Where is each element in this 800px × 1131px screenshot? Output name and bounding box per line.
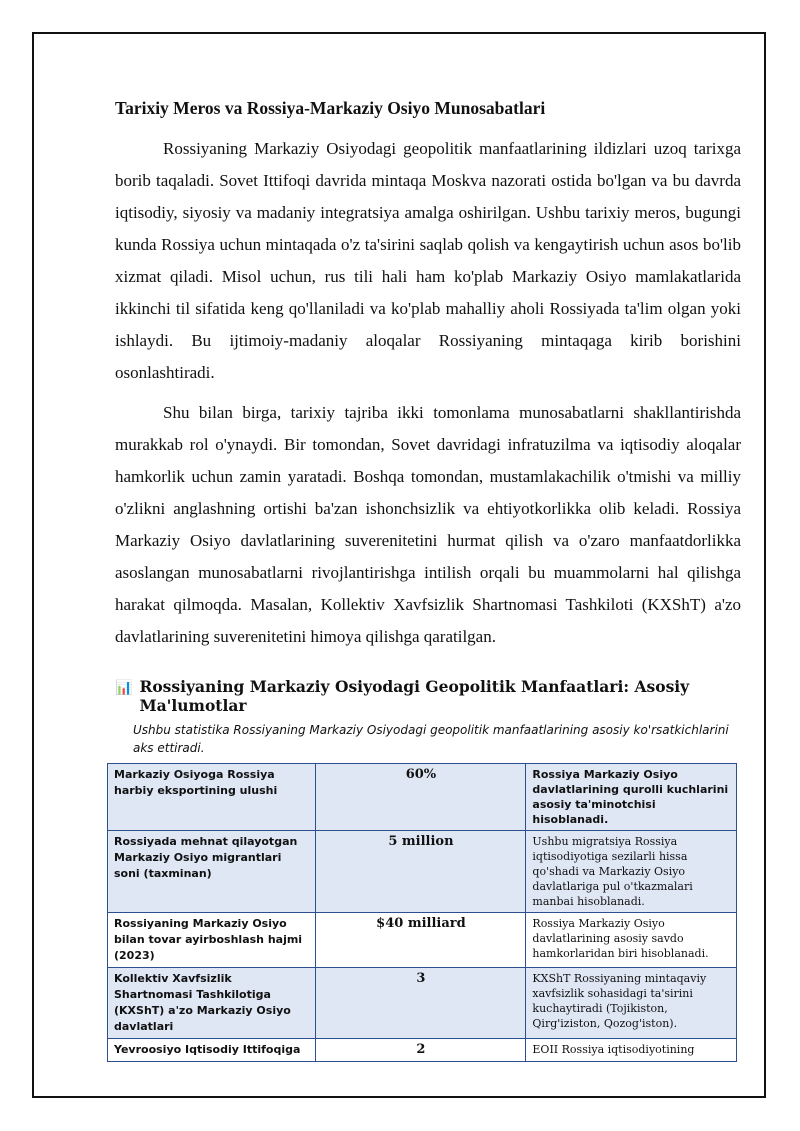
stat-description: Rossiya Markaziy Osiyo davlatlarining qurolli kuchlarini asosiy ta'minotchisi hisoblanadi.	[526, 764, 737, 831]
stats-title: Rossiyaning Markaziy Osiyodagi Geopolitik Manfaatlari: Asosiy Ma'lumotlar	[139, 677, 690, 715]
stat-value: 3	[316, 968, 526, 1039]
stat-label: Rossiyada mehnat qilayotgan Markaziy Osiyo migrantlari soni (taxminan)	[108, 831, 316, 913]
stat-description: Ushbu migratsiya Rossiya iqtisodiyotiga sezilarli hissa qo'shadi va Markaziy Osiyo davlatlariga pul o'tkazmalari manbai hisoblanadi.	[526, 831, 737, 913]
bar-chart-icon: 📊	[115, 680, 133, 696]
stat-description: KXShT Rossiyaning mintaqaviy xavfsizlik sohasidagi ta'sirini kuchaytiradi (Tojikiston, Qirg'iziston, Qozog'iston).	[526, 968, 737, 1039]
stat-description: Rossiya Markaziy Osiyo davlatlarining asosiy savdo hamkorlaridan biri hisoblanadi.	[526, 913, 737, 968]
paragraph-2: Shu bilan birga, tarixiy tajriba ikki tomonlama munosabatlarni shakllantirishda murakkab rol o'ynaydi. Bir tomondan, Sovet davridagi infratuzilma va iqtisodiy aloqalar hamkorlik uchun zamin yaratadi. Boshqa tomondan, mustamlakachilik o'tmishi va milliy o'zlikni anglashning ortishi ba'zan ishonchsizlik va ehtiyotkorlikka olib keladi. Rossiya Markaziy Osiyo davlatlarining suverenitetini hurmat qilish va o'zaro manfaatdorlikka asoslangan munosabatlarni rivojlantirishga intilish orqali bu muammolarni hal qilishga harakat qilmoqda. Masalan, Kollektiv Xavfsizlik Shartnomasi Tashkiloti (KXShT) a'zo davlatlarining suverenitetini himoya qilishga qaratilgan.	[115, 403, 741, 646]
stat-description: EOII Rossiya iqtisodiyotining	[526, 1039, 737, 1062]
stat-value: $40 milliard	[316, 913, 526, 968]
stat-value: 2	[316, 1039, 526, 1062]
stat-label: Yevroosiyo Iqtisodiy Ittifoqiga	[108, 1039, 316, 1062]
table-row	[108, 968, 737, 1039]
section-title: Tarixiy Meros va Rossiya-Markaziy Osiyo Munosabatlari	[115, 98, 546, 118]
table-row	[108, 1039, 737, 1062]
stat-label: Rossiyaning Markaziy Osiyo bilan tovar ayirboshlash hajmi (2023)	[108, 913, 316, 968]
stats-table	[107, 763, 737, 1062]
stats-subtitle: Ushbu statistika Rossiyaning Markaziy Osiyodagi geopolitik manfaatlarining asosiy ko'rsatkichlarini aks ettiradi.	[133, 723, 729, 755]
stat-value: 5 million	[316, 831, 526, 913]
stat-label: Markaziy Osiyoga Rossiya harbiy eksportining ulushi	[108, 764, 316, 831]
document-body	[115, 98, 741, 1062]
table-row	[108, 764, 737, 831]
stat-value: 60%	[316, 764, 526, 831]
table-row	[108, 913, 737, 968]
stats-heading	[115, 677, 741, 715]
table-row	[108, 831, 737, 913]
stat-label: Kollektiv Xavfsizlik Shartnomasi Tashkilotiga (KXShT) a'zo Markaziy Osiyo davlatlari	[108, 968, 316, 1039]
paragraph-1: Rossiyaning Markaziy Osiyodagi geopolitik manfaatlarining ildizlari uzoq tarixga borib taqaladi. Sovet Ittifoqi davrida mintaqa Moskva nazorati ostida bo'lgan va bu davrda iqtisodiy, siyosiy va madaniy integratsiya amalga oshirilgan. Ushbu tarixiy meros, bugungi kunda Rossiya uchun mintaqada o'z ta'sirini saqlab qolish va kengaytirish uchun asos bo'lib xizmat qiladi. Misol uchun, rus tili hali ham ko'plab Markaziy Osiyo mamlakatlarida ikkinchi til sifatida keng qo'llaniladi va ko'plab mahalliy aholi Rossiyada ta'lim olgan yoki ishlaydi. Bu ijtimoiy-madaniy aloqalar Rossiyaning mintaqaga kirib borishini osonlashtiradi.	[115, 139, 741, 382]
